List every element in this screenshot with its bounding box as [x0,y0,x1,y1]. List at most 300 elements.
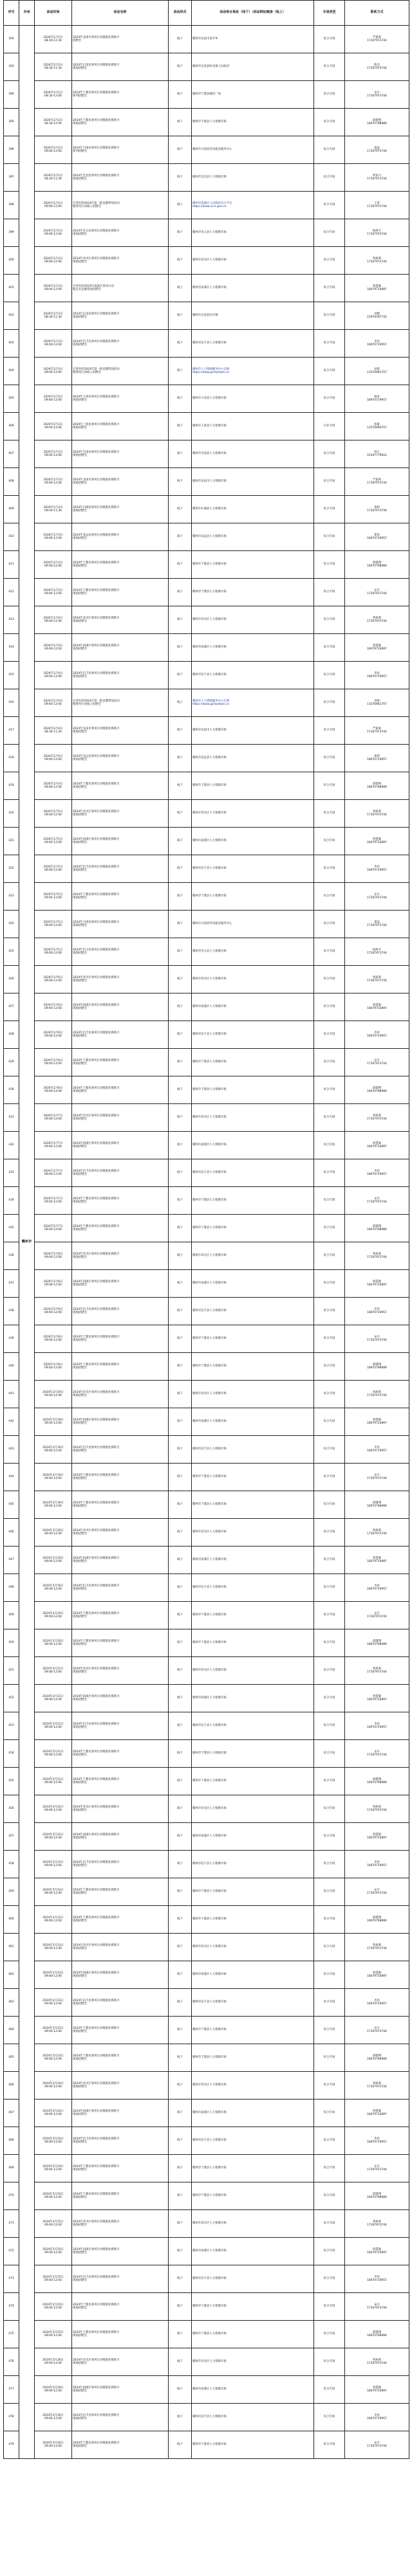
activity-type: 综合专场 [314,772,345,800]
activity-time: 2024年2月6日 09:00-12:00 [35,993,72,1021]
activity-name: 2024年章贡区春风行动暨就业援助月 现场招聘会 [72,800,169,828]
contact-info: 黄慧敏 18079710897 [345,2238,409,2265]
activity-name: 2024年章贡区春风行动暨就业援助月 现场招聘会 [72,1381,169,1408]
contact-info: 邱健翔 18970798989 [345,1353,409,1381]
row-number: 455 [4,1768,19,1795]
activity-location: 赣州市兴国县劳动就业服务中心 [192,136,314,164]
activity-form: 线下 [169,136,192,164]
activity-location: 赣州市南康区人力资源市场 [192,634,314,662]
activity-location: 赣州市于都县人力资源市场 [192,109,314,136]
row-number: 459 [4,1878,19,1906]
activity-location: 赣州市南康区人力资源市场 [192,1685,314,1712]
activity-name: 2024年信丰县春风行动暨就业援助月 现场招聘会 [72,2127,169,2155]
contact-info: 李亮 18970719957 [345,662,409,689]
activity-form: 线下 [169,2210,192,2238]
activity-time: 2024年2月25日 09:00-12:00 [35,2265,72,2293]
activity-time: 2024年2月21日 09:00-12:00 [35,1768,72,1795]
table-row [4,1491,409,1519]
activity-type: 综合专场 [314,800,345,828]
activity-name: 2024年宁都县春风行动暨就业援助月 现场招聘会 [72,1878,169,1906]
table-row [4,413,409,440]
row-number: 426 [4,966,19,993]
activity-form: 线下 [169,1629,192,1657]
table-row [4,247,409,275]
activity-type: 综合专场 [314,1132,345,1159]
activity-type: 综合专场 [314,1381,345,1408]
activity-time: 2024年2月3日 09:00-12:00 [35,579,72,606]
activity-type: 综合专场 [314,938,345,966]
activity-name: 2024年宁都县春风行动暨就业援助月 现场招聘会 [72,2431,169,2459]
activity-form: 线上 [169,275,192,302]
contact-info: 宋卉 17307973744 [345,1049,409,1076]
contact-info: 李亮 18970719957 [345,855,409,883]
row-number: 458 [4,1851,19,1878]
row-number: 476 [4,2348,19,2376]
activity-time: 2024年2月2日 08:30-12:00 [35,81,72,109]
row-number: 400 [4,247,19,275]
activity-type: 综合专场 [314,2127,345,2155]
activity-location: 赣州市信丰县人力资源市场 [192,1712,314,1740]
contact-info: 李亮 18970719957 [345,330,409,358]
activity-name: 2024年章贡区春风行动暨就业援助月 现场招聘会 [72,2072,169,2100]
table-row [4,606,409,634]
row-number: 436 [4,1242,19,1270]
activity-form: 线下 [169,1159,192,1187]
row-number: 433 [4,1159,19,1187]
table-row [4,2376,409,2404]
activity-location: 赣州市于都县人力资源市场 [192,2044,314,2072]
contact-info: 黄婷 17307973744 [345,496,409,523]
table-row [4,26,409,53]
contact-info: 宋卉 17307973744 [345,1740,409,1768]
table-row [4,1353,409,1381]
activity-form: 线下 [169,385,192,413]
activity-time: 2024年2月2日 08:30-12:00 [35,109,72,136]
activity-location: 赣州市章贡区人力资源市场 [192,1657,314,1685]
row-number: 460 [4,1906,19,1934]
activity-time: 2024年2月8日 09:00-12:00 [35,1270,72,1298]
activity-time: 2024年2月7日 09:00-12:00 [35,1215,72,1242]
contact-info: 杨凤 18970719957 [345,385,409,413]
row-number: 467 [4,2100,19,2127]
activity-time: 2024年2月23日 09:00-12:00 [35,1989,72,2017]
activity-location: 赣州市于都县人力资源市场 [192,1353,314,1381]
contact-info: 黄富兴 17307973744 [345,164,409,192]
activity-form: 线下 [169,219,192,247]
table-row [4,1076,409,1104]
table-row [4,2044,409,2072]
activity-name: 2024年南康区春风行动暨就业援助月 现场招聘会 [72,2238,169,2265]
activity-location: 赣州市崇义县人力资源市场 [192,219,314,247]
table-row [4,1629,409,1657]
activity-location: 赣州市宁都县人力资源市场 [192,2431,314,2459]
activity-location: 赣州市大余县人力资源市场 [192,385,314,413]
activity-location: 赣州市石城县人力资源市场 [192,496,314,523]
row-number: 401 [4,275,19,302]
activity-location: 赣州市安远县人力资源市场 [192,523,314,551]
contact-info: 李亮 18970719957 [345,1989,409,2017]
activity-form: 线下 [169,1602,192,1629]
row-number: 473 [4,2265,19,2293]
activity-name: 2024年南康区春风行动暨就业援助月 现场招聘会 [72,1132,169,1159]
activity-type: 综合专场 [314,1934,345,1961]
table-row [4,2265,409,2293]
row-number: 421 [4,828,19,855]
activity-form: 线下 [169,1049,192,1076]
activity-location: 赣州市章贡区人力资源市场 [192,247,314,275]
contact-info: 黄慧敏 18079710897 [345,1547,409,1574]
activity-location: 赣州市于都县人力资源市场 [192,1629,314,1657]
activity-form: 线下 [169,302,192,330]
table-row [4,855,409,883]
activity-location: 赣州市信丰县人力资源市场 [192,1159,314,1187]
activity-name: 2024年宁都县春风行动暨就业援助月 现场招聘会 [72,1325,169,1353]
contact-info: 黄慧敏 18079710897 [345,2376,409,2404]
activity-time: 2024年2月3日 09:00-12:00 [35,413,72,440]
contact-info: 黄莉莉 17307973744 [345,800,409,828]
activity-type: 综合专场 [314,1685,345,1712]
table-row [4,136,409,164]
row-number: 420 [4,800,19,828]
row-number: 407 [4,440,19,468]
table-row [4,1712,409,1740]
activity-form: 线下 [169,1574,192,1602]
activity-name: 2024年宁都县春风行动暨就业援助月 现场招聘会 [72,2155,169,2182]
activity-name: 2024年兴国县春风行动暨就业援助月 系列招聘会 [72,136,169,164]
activity-time: 2024年2月7日 09:00-12:00 [35,1104,72,1132]
activity-form: 线上 [169,358,192,385]
activity-type: 综合专场 [314,358,345,385]
activity-name: 2024年定南县春风行动暨就业援助月 现场招聘会 [72,302,169,330]
row-number: 424 [4,911,19,938]
activity-form: 线下 [169,1823,192,1851]
row-number: 392 [4,26,19,53]
contact-info: 黄慧敏 18079710897 [345,1132,409,1159]
row-number: 403 [4,330,19,358]
row-number: 450 [4,1629,19,1657]
activity-type: 行业专场 [314,413,345,440]
activity-type: 综合专场 [314,1795,345,1823]
activity-form: 线下 [169,2072,192,2100]
activity-location: 赣州市南康区人力资源市场 [192,2100,314,2127]
activity-location: 赣州市于都县人力资源市场 [192,1076,314,1104]
contact-info: 宋卉 17307973744 [345,883,409,911]
row-number: 465 [4,2044,19,2072]
activity-name: 2024年安远县春风行动暨就业援助月 现场招聘会 [72,523,169,551]
table-row [4,911,409,938]
activity-location: 赣州市安远县人力资源市场 [192,745,314,772]
activity-location: 赣州市宁都县人力资源市场 [192,1325,314,1353]
activity-type: 综合专场 [314,1159,345,1187]
row-number: 395 [4,109,19,136]
row-number: 419 [4,772,19,800]
activity-form: 线下 [169,468,192,496]
activity-location: 赣州市信丰县人力资源市场 [192,1574,314,1602]
activity-time: 2024年2月24日 09:00-12:00 [35,2155,72,2182]
activity-location: 赣州市信丰县人力资源市场 [192,1851,314,1878]
activity-time: 2024年2月23日 09:00-12:00 [35,1961,72,1989]
row-number: 423 [4,883,19,911]
activity-form: 线下 [169,2127,192,2155]
activity-form: 线下 [169,1021,192,1049]
header-form: 活动形式 [169,1,192,26]
activity-name: 2024年于都县春风行动暨就业援助月 现场招聘会 [72,2182,169,2210]
header-location: 活动举办地址（线下）（活动网址链接（线上） [192,1,314,26]
activity-time: 2024年2月22日 09:00-12:00 [35,1823,72,1851]
table-row [4,2210,409,2238]
activity-form: 线下 [169,1878,192,1906]
header-no: 序号 [4,1,19,26]
activity-type: 综合专场 [314,1215,345,1242]
activity-type: 综合专场 [314,1436,345,1464]
activity-type: 综合专场 [314,2072,345,2100]
activity-name: 百变医药2024年南康区春风行动 暨企业直播带岗招聘会 [72,275,169,302]
activity-location: 赣州市信丰县人力资源市场 [192,1436,314,1464]
table-row [4,1685,409,1712]
table-row [4,275,409,302]
activity-location: 赣州市于都县人力资源市场 [192,772,314,800]
activity-name: 2024年南康区春风行动暨就业援助月 现场招聘会 [72,828,169,855]
activity-time: 2024年2月19日 09:00-12:00 [35,1408,72,1436]
table-row [4,2072,409,2100]
table-row [4,800,409,828]
activity-name: 2024年于都县春风行动暨就业援助月 现场招聘会 [72,1629,169,1657]
activity-form: 线下 [169,1768,192,1795]
row-number: 443 [4,1436,19,1464]
activity-type: 综合专场 [314,1325,345,1353]
activity-name: 2024年南康区春风行动暨就业援助月 现场招聘会 [72,1961,169,1989]
activity-time: 2024年2月3日 09:00-12:00 [35,440,72,468]
row-number: 478 [4,2404,19,2431]
activity-time: 2024年2月23日 09:00-12:00 [35,2017,72,2044]
activity-form: 线下 [169,993,192,1021]
row-number: 412 [4,579,19,606]
row-number: 479 [4,2431,19,2459]
activity-time: 2024年2月24日 09:00-12:00 [35,2072,72,2100]
table-row [4,883,409,911]
activity-time: 2024年2月4日 08:30-11:30 [35,717,72,745]
activity-name: 2024年章贡区春风行动暨就业援助月 现场招聘会 [72,1795,169,1823]
row-number: 402 [4,302,19,330]
row-number: 432 [4,1132,19,1159]
contact-info: 黄慧敏 18079710897 [345,275,409,302]
activity-time: 2024年2月3日 08:30-11:30 [35,302,72,330]
activity-form: 线下 [169,662,192,689]
activity-type: 综合专场 [314,1519,345,1547]
activity-name: 2024年章贡区春风行动暨就业援助月 现场招聘会 [72,2210,169,2238]
activity-name: 2024年于都县春风行动暨就业援助月 现场招聘会 [72,1353,169,1381]
activity-form: 线下 [169,1740,192,1768]
contact-info: 黄慧敏 18079710897 [345,1270,409,1298]
activity-location: 赣州市章贡区人力资源市场 [192,1934,314,1961]
contact-info: 张敏 13576969707 [345,413,409,440]
contact-info: 邱健翔 18970798989 [345,1215,409,1242]
contact-info: 李亮 18970719957 [345,1021,409,1049]
activity-time: 2024年2月19日 09:00-12:00 [35,1491,72,1519]
activity-form: 线下 [169,440,192,468]
activity-type: 综合专场 [314,523,345,551]
activity-time: 2024年2月5日 09:00-12:00 [35,911,72,938]
activity-location: 赣州市兴国县劳动就业服务中心 [192,911,314,938]
activity-time: 2024年2月2日 09:00-12:00 [35,192,72,219]
activity-form: 线上 [169,689,192,717]
activity-form: 线下 [169,1961,192,1989]
contact-info: 陈美 17307973744 [345,53,409,81]
activity-location: 赣州市信丰县人力资源市场 [192,1989,314,2017]
activity-time: 2024年2月6日 09:00-12:00 [35,1076,72,1104]
table-row [4,689,409,717]
activity-form: 线下 [169,2044,192,2072]
activity-location: 赣州市会昌县人力资源市场 [192,164,314,192]
activity-form: 线下 [169,2431,192,2459]
activity-time: 2024年2月8日 09:00-12:00 [35,1242,72,1270]
activity-type: 综合专场 [314,551,345,579]
activity-location: 赣州市于都县人力资源市场 [192,1768,314,1795]
activity-form: 线下 [169,1215,192,1242]
activity-type: 综合专场 [314,1049,345,1076]
activity-type: 综合专场 [314,109,345,136]
activity-name: 2024年宁都县春风行动暨就业援助月 现场招聘会 [72,2293,169,2321]
contact-info: 黄慧敏 18079710897 [345,1408,409,1436]
activity-type: 综合专场 [314,745,345,772]
contact-info: 李亮 18970719957 [345,1298,409,1325]
activity-type: 综合专场 [314,689,345,717]
contact-info: 王勇 17307973744 [345,192,409,219]
row-number: 437 [4,1270,19,1298]
activity-location: 赣州市宁都县人力资源市场 [192,1049,314,1076]
activity-form: 线下 [169,1934,192,1961]
activity-location: 赣州市南康区人力资源市场 [192,1270,314,1298]
table-row [4,358,409,385]
row-number: 454 [4,1740,19,1768]
row-number: 430 [4,1076,19,1104]
table-row [4,1795,409,1823]
activity-name: 2024年于都县春风行动暨就业援助月 现场招聘会 [72,1768,169,1795]
activity-type: 综合专场 [314,1491,345,1519]
activity-time: 2024年2月5日 09:00-12:00 [35,883,72,911]
activity-name: 2024年崇义县春风行动暨就业援助月 现场招聘会 [72,938,169,966]
activity-time: 2024年2月6日 09:00-12:00 [35,1049,72,1076]
row-number: 447 [4,1547,19,1574]
activity-name: 百变医药2024年第一批直播带岗活动 暨春风行动线上招聘会 [72,689,169,717]
activity-location: 赣州市宁都县人力资源市场 [192,1740,314,1768]
activity-location: 赣州市定南县历市镇 [192,302,314,330]
activity-type: 综合专场 [314,717,345,745]
activity-type: 综合专场 [314,2210,345,2238]
activity-form: 线下 [169,2348,192,2376]
activity-time: 2024年2月3日 09:00-12:00 [35,468,72,496]
contact-info: 邱健翔 18970798989 [345,1076,409,1104]
activity-type: 综合专场 [314,1298,345,1325]
activity-time: 2024年2月25日 09:00-12:00 [35,2321,72,2348]
activity-time: 2024年2月24日 09:00-12:00 [35,2182,72,2210]
activity-time: 2024年2月2日 09:00-12:00 [35,136,72,164]
activity-name: 2024年章贡区春风行动暨就业援助月 现场招聘会 [72,1934,169,1961]
activity-location: 赣州市于都县人力资源市场 [192,1215,314,1242]
activity-name: 2024年于都县春风行动暨就业援助月 现场招聘会 [72,772,169,800]
activity-time: 2024年2月19日 09:00-12:00 [35,1436,72,1464]
activity-type: 综合专场 [314,2044,345,2072]
table-row [4,219,409,247]
row-number: 431 [4,1104,19,1132]
activity-location: 赣州市龙南市人力资源市场 [192,468,314,496]
row-number: 474 [4,2293,19,2321]
activity-time: 2024年2月8日 09:00-12:00 [35,1325,72,1353]
activity-name: 2024年于都县春风行动暨就业援助月 现场招聘会 [72,1491,169,1519]
activity-form: 线下 [169,938,192,966]
row-number: 408 [4,468,19,496]
contact-info: 宋卉 17307973744 [345,1878,409,1906]
city-cell: 赣州市 [19,26,35,2459]
activity-time: 2024年2月4日 09:00-12:00 [35,745,72,772]
activity-form: 线下 [169,828,192,855]
activity-form: 线下 [169,1989,192,2017]
activity-time: 2024年2月20日 09:00-12:00 [35,1629,72,1657]
activity-type: 综合专场 [314,1242,345,1270]
activity-time: 2024年2月5日 09:00-12:00 [35,800,72,828]
row-number: 446 [4,1519,19,1547]
activity-name: 2024年信丰县春风行动暨就业援助月 现场招聘会 [72,2265,169,2293]
contact-info: 严霜爽 17307973744 [345,717,409,745]
table-row [4,1740,409,1768]
activity-time: 2024年2月25日 09:00-12:00 [35,2238,72,2265]
activity-type: 综合专场 [314,883,345,911]
activity-name: 2024年石城县春风行动暨就业援助月 现场招聘会 [72,496,169,523]
activity-location: 赣州市章贡区人力资源市场 [192,2072,314,2100]
activity-time: 2024年2月7日 09:00-12:00 [35,1159,72,1187]
table-row [4,579,409,606]
activity-form: 线下 [169,800,192,828]
activity-type: 综合专场 [314,1712,345,1740]
activity-time: 2024年2月22日 09:00-12:00 [35,1878,72,1906]
header-city: 市州 [19,1,35,26]
table-row [4,1436,409,1464]
row-number: 461 [4,1934,19,1961]
row-number: 440 [4,1353,19,1381]
activity-form: 线下 [169,1381,192,1408]
contact-info: 黄慧敏 18079710897 [345,1961,409,1989]
header-type: 专场类型 [314,1,345,26]
contact-info: 李亮 18970719957 [345,1436,409,1464]
activity-location: 赣州市宁都县人力资源市场 [192,2293,314,2321]
activity-form: 线下 [169,1242,192,1270]
activity-location: 赣州市人力资源服务中心官网 https://www.gzrlzyfwzx.cn [192,689,314,717]
activity-time: 2024年2月3日 09:00-11:30 [35,496,72,523]
table-row [4,1187,409,1215]
table-row [4,1934,409,1961]
activity-location: 赣州市章贡区人力资源市场 [192,966,314,993]
activity-type: 综合专场 [314,1547,345,1574]
contact-info: 黄莉莉 17307973744 [345,1795,409,1823]
table-row [4,1519,409,1547]
activity-name: 2024年宁都县春风行动暨就业援助月 现场招聘会 [72,1187,169,1215]
activity-location: 赣州市南康区人力资源市场 [192,2376,314,2404]
activity-time: 2024年2月4日 09:00-12:00 [35,689,72,717]
row-number: 451 [4,1657,19,1685]
activity-name: 2024年崇义县春风行动暨就业援助月 现场招聘会 [72,219,169,247]
contact-info: 宋卉 17307973744 [345,2017,409,2044]
activity-name: 2024年信丰县春风行动暨就业援助月 现场招聘会 [72,1298,169,1325]
activity-time: 2024年2月3日 09:00-12:00 [35,247,72,275]
activity-form: 线下 [169,772,192,800]
activity-form: 线下 [169,1325,192,1353]
contact-info: 杨海平 17307973744 [345,219,409,247]
contact-info: 钟云 15297779922 [345,440,409,468]
activity-form: 线下 [169,496,192,523]
contact-info: 邱健翔 18970798989 [345,2182,409,2210]
activity-type: 综合专场 [314,385,345,413]
activity-time: 2024年2月4日 09:00-12:00 [35,772,72,800]
